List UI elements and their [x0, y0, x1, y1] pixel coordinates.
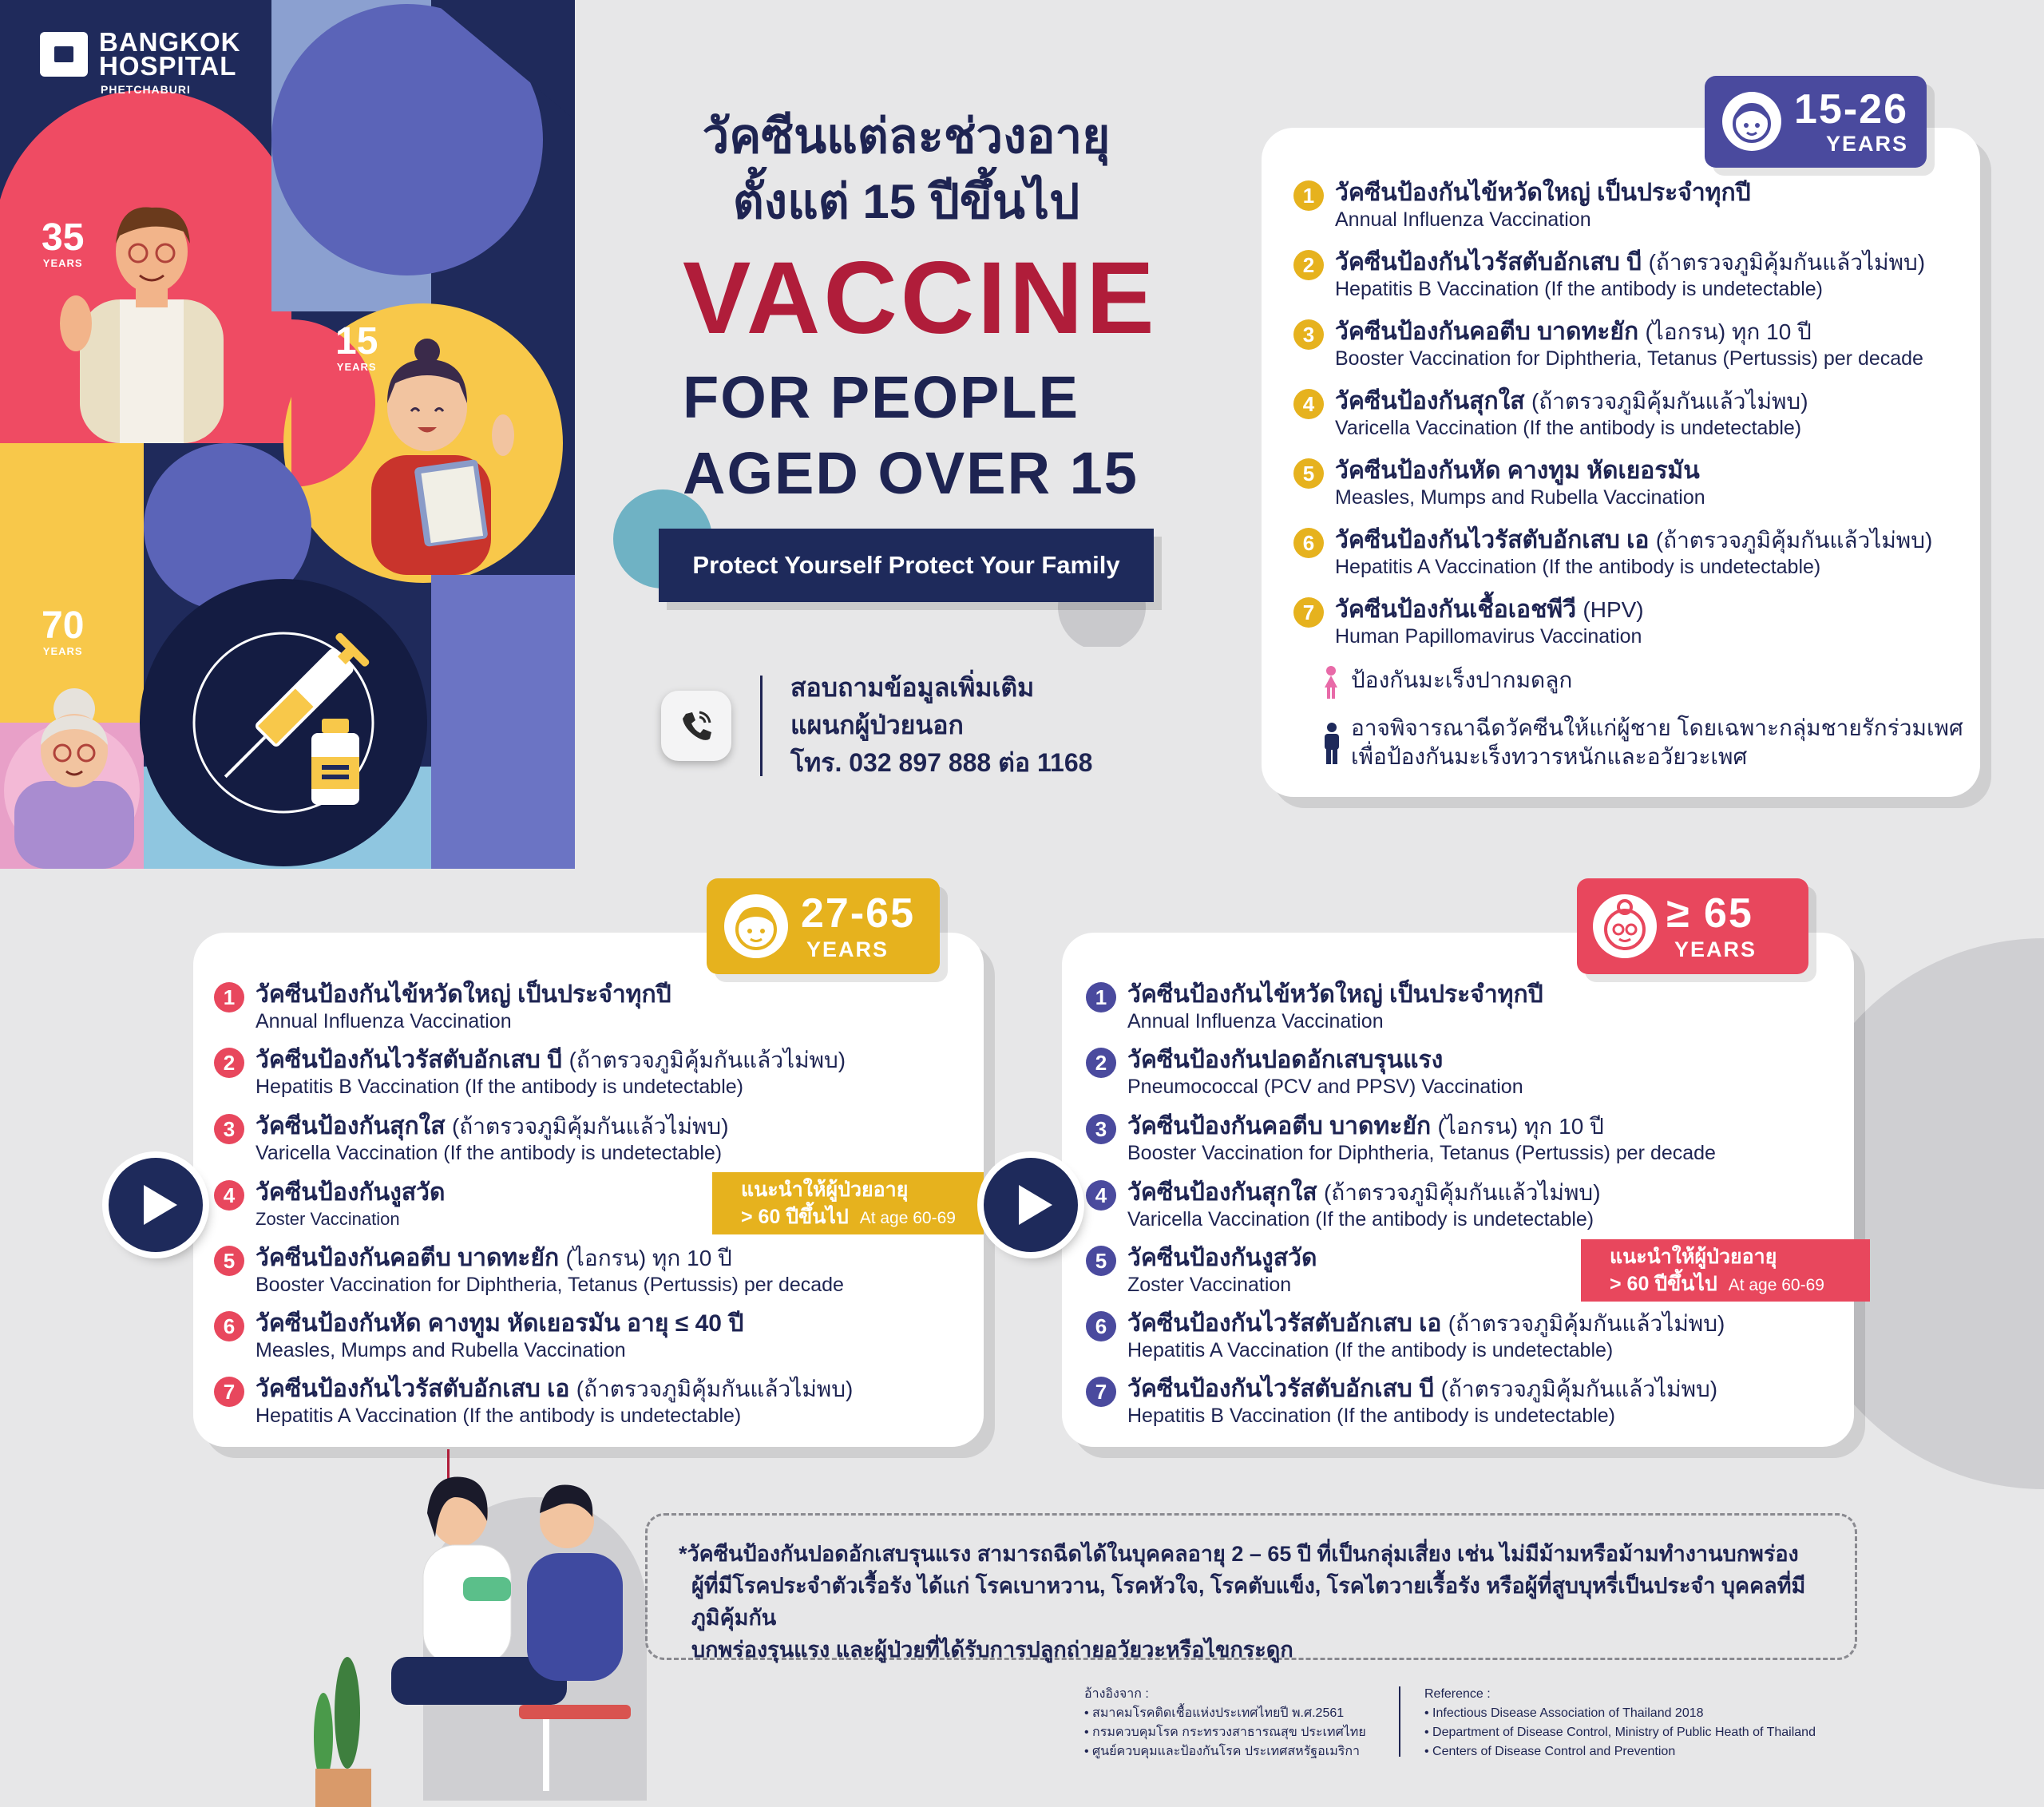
item-number: 3	[214, 1114, 244, 1144]
item-english: Pneumococcal (PCV and PPSV) Vaccination	[1127, 1076, 1523, 1098]
item-thai: วัคซีนป้องกันไวรัสตับอักเสบ บี (ถ้าตรวจภูมิคุ้มกันแล้วไม่พบ)	[1335, 249, 1926, 275]
title-thai-line-1: วัคซีนแต่ละช่วงอายุ	[702, 109, 1111, 163]
logo-line-2: HOSPITAL	[99, 51, 237, 81]
play-button-1[interactable]	[109, 1158, 203, 1252]
item-number: 4	[214, 1180, 244, 1211]
logo-line-3: PHETCHABURI	[101, 83, 191, 96]
item-number: 6	[1293, 528, 1324, 558]
item-number: 2	[1293, 250, 1324, 280]
item-thai: วัคซีนป้องกันงูสวัด	[256, 1179, 446, 1206]
item-english: Hepatitis A Vaccination (If the antibody is undetectable)	[256, 1405, 742, 1427]
age-tab-27-65	[707, 878, 940, 974]
item-number: 5	[214, 1246, 244, 1276]
item-number: 1	[1086, 982, 1116, 1012]
item-number: 4	[1086, 1180, 1116, 1211]
item-thai: วัคซีนป้องกันไวรัสตับอักเสบ เอ (ถ้าตรวจภูมิคุ้มกันแล้วไม่พบ)	[1335, 527, 1933, 553]
item-number: 3	[1293, 319, 1324, 350]
age-range-65-plus: ≥ 65	[1666, 890, 1753, 937]
vaccine-vial-icon	[307, 719, 363, 806]
list-15-26	[1293, 177, 1964, 656]
title-for-people: FOR PEOPLE	[683, 364, 1079, 430]
references-thai: อ้างอิงจาก : • สมาคมโรคติดเชื้อแห่งประเทศไทยปี พ.ศ.2561 • กรมควบคุมโรค กระทรวงสาธารณสุข ประเทศไทย • ศูนย์ควบคุมและป้องกันโรค ประเทศสหรัฐอเมริกา	[1084, 1687, 1366, 1758]
item-thai: วัคซีนป้องกันไข้หวัดใหญ่ เป็นประจำทุกปี	[1335, 180, 1751, 206]
phone-icon	[676, 706, 716, 746]
item-english: Varicella Vaccination (If the antibody is undetectable)	[1335, 417, 1802, 439]
contact-phone: โทร. 032 897 888 ต่อ 1168	[790, 748, 1093, 777]
contact-line-2: แผนกผู้ป่วยนอก	[790, 711, 964, 739]
item-thai: วัคซีนป้องกันงูสวัด	[1127, 1245, 1317, 1271]
title-thai	[591, 104, 1222, 235]
recommend-badge-65-plus: แนะนำให้ผู้ป่วยอายุ > 60 ปีขึ้นไป At age 60-69	[1581, 1239, 1870, 1302]
item-english: Annual Influenza Vaccination	[1335, 208, 1591, 231]
item-thai: วัคซีนป้องกันไวรัสตับอักเสบ เอ (ถ้าตรวจภูมิคุ้มกันแล้วไม่พบ)	[1127, 1310, 1725, 1337]
item-number: 5	[1293, 458, 1324, 489]
male-note: อาจพิจารณาฉีดวัคซีนให้แก่ผู้ชาย โดยเฉพาะกลุ่มชายรักร่วมเพศ เพื่อป้องกันมะเร็งทวารหนักและอวัยวะเพศ	[1351, 715, 1963, 769]
item-number: 6	[214, 1311, 244, 1341]
item-thai: วัคซีนป้องกันคอตีบ บาดทะยัก (ไอกรน) ทุก 10 ปี	[1127, 1113, 1604, 1139]
list-65-plus	[1086, 979, 1844, 1434]
age-tab-15-26	[1705, 76, 1927, 168]
item-thai: วัคซีนป้องกันไข้หวัดใหญ่ เป็นประจำทุกปี	[256, 981, 671, 1008]
female-icon	[1321, 665, 1341, 700]
item-thai: วัคซีนป้องกันไวรัสตับอักเสบ บี (ถ้าตรวจภูมิคุ้มกันแล้วไม่พบ)	[256, 1047, 846, 1073]
title-thai-line-2: ตั้งแต่ 15 ปีขึ้นไป	[732, 175, 1080, 228]
item-number: 2	[214, 1048, 244, 1078]
item-thai: วัคซีนป้องกันเชื้อเอชพีวี (HPV)	[1335, 596, 1644, 623]
item-english: Zoster Vaccination	[256, 1209, 400, 1229]
age-range-label: YEARS	[806, 937, 889, 961]
contact-info	[790, 669, 1092, 782]
age-badge-15: 15 YEARS	[335, 320, 378, 373]
item-english: Hepatitis A Vaccination (If the antibody is undetectable)	[1127, 1339, 1614, 1361]
item-number: 7	[1086, 1377, 1116, 1407]
references-english: Reference : • Infectious Disease Association of Thailand 2018 • Department of Disease Control, Ministry of Public Heath of Thailand • Centers of Disease Control and Prevention	[1424, 1687, 1816, 1758]
age-badge-70: 70 YEARS	[42, 604, 85, 657]
bangkok-hospital-logo-icon	[40, 32, 88, 77]
adult-face-icon	[724, 894, 788, 958]
item-english: Measles, Mumps and Rubella Vaccination	[1335, 486, 1705, 509]
item-number: 1	[214, 982, 244, 1012]
item-thai: วัคซีนป้องกันไข้หวัดใหญ่ เป็นประจำทุกปี	[1127, 981, 1543, 1008]
man-illustration	[56, 196, 248, 443]
item-number: 3	[1086, 1114, 1116, 1144]
phone-button[interactable]	[661, 691, 731, 761]
item-english: Hepatitis A Vaccination (If the antibody is undetectable)	[1335, 556, 1821, 578]
item-thai: วัคซีนป้องกันสุกใส (ถ้าตรวจภูมิคุ้มกันแล้วไม่พบ)	[256, 1113, 729, 1139]
play-button-2[interactable]	[984, 1158, 1078, 1252]
senior-face-icon	[1593, 894, 1657, 958]
age-range-label: YEARS	[1674, 937, 1757, 961]
item-english: Booster Vaccination for Diphtheria, Tetanus (Pertussis) per decade	[1127, 1142, 1716, 1164]
item-thai: วัคซีนป้องกันคอตีบ บาดทะยัก (ไอกรน) ทุก 10 ปี	[1335, 319, 1812, 345]
item-number: 1	[1293, 180, 1324, 211]
item-english: Varicella Vaccination (If the antibody is undetectable)	[1127, 1208, 1594, 1230]
item-number: 6	[1086, 1311, 1116, 1341]
age-range-15-26: 15-26	[1794, 86, 1908, 133]
item-thai: วัคซีนป้องกันสุกใส (ถ้าตรวจภูมิคุ้มกันแล้วไม่พบ)	[1127, 1179, 1601, 1206]
female-note: ป้องกันมะเร็งปากมดลูก	[1351, 668, 1573, 692]
logo-line-1: BANGKOK	[99, 27, 241, 57]
age-tab-65-plus	[1577, 878, 1808, 974]
teen-face-icon	[1722, 92, 1781, 151]
item-thai: วัคซีนป้องกันปอดอักเสบรุนแรง	[1127, 1047, 1444, 1073]
item-thai: วัคซีนป้องกันคอตีบ บาดทะยัก (ไอกรน) ทุก 10 ปี	[256, 1245, 732, 1271]
age-range-27-65: 27-65	[801, 890, 915, 937]
item-english: Hepatitis B Vaccination (If the antibody is undetectable)	[256, 1076, 743, 1098]
item-english: Hepatitis B Vaccination (If the antibody is undetectable)	[1335, 278, 1823, 300]
item-english: Booster Vaccination for Diphtheria, Tetanus (Pertussis) per decade	[256, 1274, 844, 1296]
age-range-label: YEARS	[1826, 132, 1909, 156]
contact-line-1: สอบถามข้อมูลเพิ่มเติม	[790, 673, 1035, 702]
girl-illustration	[363, 335, 539, 575]
hero-mosaic	[0, 0, 575, 869]
item-english: Annual Influenza Vaccination	[256, 1010, 512, 1032]
slogan-banner: Protect Yourself Protect Your Family	[659, 529, 1154, 602]
recommend-badge-27-65: แนะนำให้ผู้ป่วยอายุ > 60 ปีขึ้นไป At age 60-69	[712, 1172, 984, 1234]
item-number: 7	[214, 1377, 244, 1407]
item-english: Human Papillomavirus Vaccination	[1335, 625, 1642, 648]
references-divider	[1399, 1686, 1400, 1757]
male-icon	[1323, 723, 1341, 766]
item-thai: วัคซีนป้องกันไวรัสตับอักเสบ เอ (ถ้าตรวจภูมิคุ้มกันแล้วไม่พบ)	[256, 1376, 854, 1402]
title-vaccine: VACCINE	[683, 241, 1158, 355]
footnote-text: *วัคซีนป้องกันปอดอักเสบรุนแรง สามารถฉีดได้ในบุคคลอายุ 2 – 65 ปี ที่เป็นกลุ่มเสี่ยง เช่น ไม่มีม้ามหรือม้ามทำงานบกพร่อง ผู้ที่มีโรคประจำตัวเรื้อรัง ได้แก่ โรคเบาหวาน, โรคหัวใจ, โรคตับแข็ง, โรคไตวายเรื้อรัง หรือผู้ที่สูบบุหรี่เป็นประจำ บุคคลที่มีภูมิคุ้มกัน บกพร่องรุนแรง และผู้ป่วยที่ได้รับการปลูกถ่ายอวัยวะหรือไขกระดูก	[679, 1542, 1806, 1662]
item-number: 4	[1293, 389, 1324, 419]
item-english: Zoster Vaccination	[1127, 1274, 1292, 1296]
item-thai: วัคซีนป้องกันไวรัสตับอักเสบ บี (ถ้าตรวจภูมิคุ้มกันแล้วไม่พบ)	[1127, 1376, 1718, 1402]
item-english: Varicella Vaccination (If the antibody is undetectable)	[256, 1142, 723, 1164]
age-badge-35: 35 YEARS	[42, 216, 85, 269]
item-english: Hepatitis B Vaccination (If the antibody is undetectable)	[1127, 1405, 1615, 1427]
item-number: 5	[1086, 1246, 1116, 1276]
grandma-illustration	[6, 685, 142, 869]
item-thai: วัคซีนป้องกันหัด คางทูม หัดเยอรมัน	[1335, 458, 1700, 484]
item-english: Annual Influenza Vaccination	[1127, 1010, 1384, 1032]
item-english: Booster Vaccination for Diphtheria, Tetanus (Pertussis) per decade	[1335, 347, 1923, 370]
item-thai: วัคซีนป้องกันสุกใส (ถ้าตรวจภูมิคุ้มกันแล้วไม่พบ)	[1335, 388, 1808, 414]
title-aged-over-15: AGED OVER 15	[683, 440, 1139, 506]
nurse-patient-illustration	[303, 1449, 655, 1807]
item-number: 2	[1086, 1048, 1116, 1078]
contact-divider	[760, 676, 763, 776]
item-thai: วัคซีนป้องกันหัด คางทูม หัดเยอรมัน อายุ ≤ 40 ปี	[256, 1310, 744, 1337]
item-english: Measles, Mumps and Rubella Vaccination	[256, 1339, 626, 1361]
item-number: 7	[1293, 597, 1324, 628]
